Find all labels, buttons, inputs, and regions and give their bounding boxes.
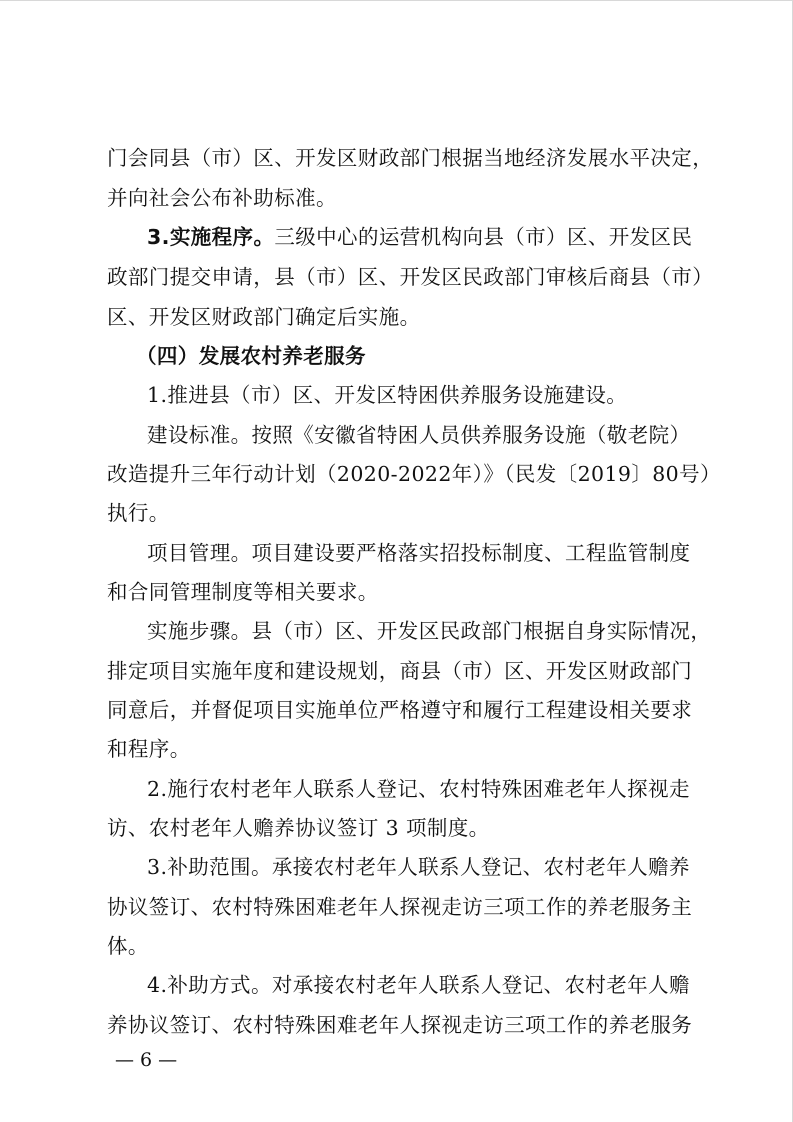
text-line: 实施步骤。县（市）区、开发区民政部门根据自身实际情况， — [147, 619, 712, 643]
text-line: 体。 — [107, 934, 149, 958]
text-line: 养协议签订、农村特殊困难老年人探视走访三项工作的养老服务 — [107, 1013, 693, 1037]
text-line: 政部门提交申请，县（市）区、开发区民政部门审核后商县（市） — [107, 265, 714, 289]
text-line: 建设标准。按照《安徽省特困人员供养服务设施（敬老院） — [147, 423, 691, 447]
text-line: 执行。 — [107, 501, 170, 525]
text-line: 3.补助范围。承接农村老年人联系人登记、农村老年人赡养 — [147, 855, 690, 879]
text-line: 和程序。 — [107, 737, 191, 761]
section-heading: （四）发展农村养老服务 — [136, 344, 366, 368]
text-line: 项目管理。项目建设要严格落实招投标制度、工程监管制度 — [147, 541, 691, 565]
text-line: 区、开发区财政部门确定后实施。 — [107, 305, 421, 329]
text-line: 同意后，并督促项目实施单位严格遵守和履行工程建设相关要求 — [107, 698, 693, 722]
text-line: 并向社会公布补助标准。 — [107, 186, 337, 210]
text-line: 门会同县（市）区、开发区财政部门根据当地经济发展水平决定， — [107, 146, 714, 170]
text-line — [147, 223, 691, 251]
text-line: 1.推进县（市）区、开发区特困供养服务设施建设。 — [147, 383, 628, 407]
text-line: 改造提升三年行动计划（2020-2022年）》（民发〔2019〕80号） — [107, 462, 721, 486]
text-line: 2.施行农村老年人联系人登记、农村特殊困难老年人探视走 — [147, 777, 690, 801]
text-line: 协议签订、农村特殊困难老年人探视走访三项工作的养老服务主 — [107, 895, 693, 919]
text-line: 访、农村老年人赡养协议签订 3 项制度。 — [107, 816, 490, 840]
text-line: 排定项目实施年度和建设规划，商县（市）区、开发区财政部门 — [107, 659, 693, 683]
page-number: — 6 — — [115, 1049, 178, 1071]
section-text: 三级中心的运营机构向县（市）区、开发区民 — [274, 225, 693, 249]
text-line: 和合同管理制度等相关要求。 — [107, 580, 379, 604]
text-line: 4.补助方式。对承接农村老年人联系人登记、农村老年人赡 — [147, 973, 690, 997]
section-heading-bold: 3.实施程序。 — [147, 225, 275, 249]
